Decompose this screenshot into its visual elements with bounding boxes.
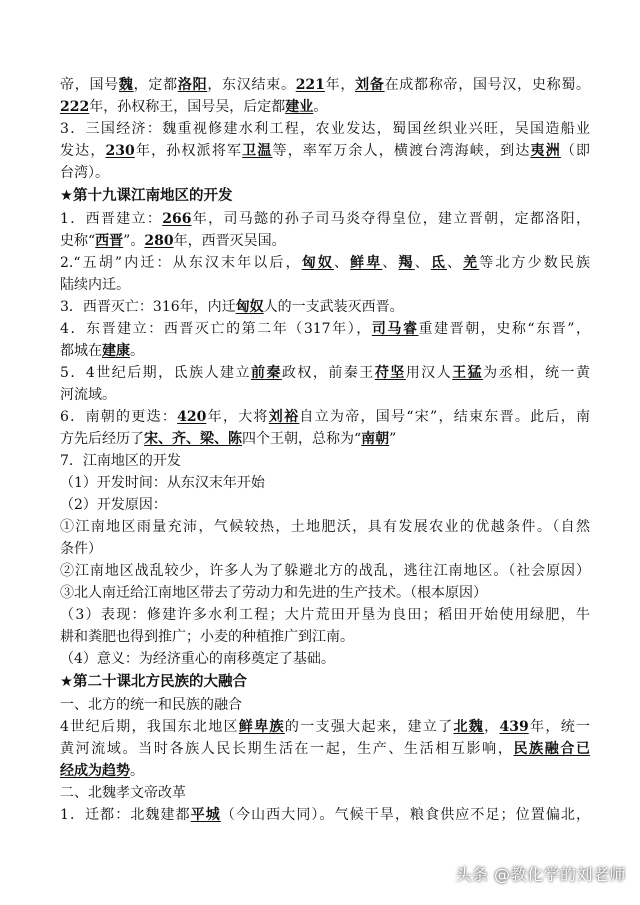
text-line: [60, 428, 590, 450]
lesson-heading: [60, 184, 590, 208]
text-run: 、: [382, 255, 399, 271]
key-term: 王猛: [452, 365, 484, 381]
text-run: （今山西大同）。气候干旱，粮食供应不足；位置偏北，: [220, 807, 590, 823]
text-run: 都城在: [60, 343, 102, 359]
text-run: ★第十九课江南地区的开发: [60, 188, 233, 204]
text-run: ①江南地区雨量充沛，气候较热，土地肥沃，具有发展农业的优越条件。（自然: [60, 519, 590, 535]
key-term: 221: [295, 77, 325, 93]
text-line: [60, 804, 590, 826]
text-run: 、: [333, 255, 351, 271]
text-run: 2.“五胡”内迁：从东汉末年以后，: [60, 255, 302, 271]
key-term: 卫温: [242, 143, 273, 159]
key-term: 刘备: [355, 77, 385, 93]
key-term: 苻坚: [374, 365, 406, 381]
key-term: 建业: [285, 99, 314, 115]
text-run: ”。: [123, 233, 145, 249]
text-run: 年，统一: [528, 719, 590, 735]
text-line: [60, 362, 590, 384]
text-line: [60, 582, 590, 604]
key-term: 平城: [190, 807, 221, 823]
text-run: 4世纪后期，我国东北地区: [60, 719, 239, 735]
text-run: （2）开发原因：: [60, 497, 167, 513]
text-run: 条件）: [60, 541, 102, 557]
key-term: 匈奴: [301, 255, 334, 271]
key-term: 羯: [398, 255, 415, 271]
text-run: 。: [313, 99, 328, 115]
text-line: [60, 230, 590, 252]
text-line: [60, 648, 590, 670]
text-run: ③北人南迁给江南地区带去了劳动力和先进的生产技术。（根本原因）: [60, 585, 487, 601]
key-term: 前秦: [251, 365, 282, 381]
text-run: ，: [484, 719, 500, 735]
text-run: 1．西晋建立：: [60, 211, 163, 227]
text-run: 等，率军万余人，横渡台湾海峡，到达: [272, 143, 531, 159]
text-line: [60, 472, 590, 494]
text-run: 重建晋朝，史称“东晋”，: [418, 321, 590, 337]
key-term: 氐: [430, 255, 447, 271]
text-line: [60, 760, 590, 782]
text-run: 用汉人: [405, 365, 453, 381]
key-term: 西晋: [95, 233, 124, 249]
text-line: [60, 450, 590, 472]
key-term: 230: [105, 143, 135, 159]
text-run: 。: [130, 763, 144, 779]
text-run: 发达，: [60, 143, 106, 159]
text-line: [60, 782, 590, 804]
text-run: 。: [130, 343, 144, 359]
text-line: [60, 626, 590, 648]
text-run: 4．东晋建立：西晋灭亡的第二年（317年），: [60, 321, 372, 337]
key-term: 匈奴: [235, 299, 264, 315]
text-line: [60, 406, 590, 428]
text-run: 人的一支武装灭西晋。: [263, 299, 404, 315]
text-line: [60, 716, 590, 738]
key-term: 鲜卑族: [238, 719, 285, 735]
key-term: 羌: [463, 255, 480, 271]
text-line: [60, 252, 590, 274]
text-run: 年，: [324, 77, 356, 93]
text-run: 在成都称帝，国号汉，史称蜀。: [384, 77, 590, 93]
text-run: 3．西晋灭亡：316年，内迁: [60, 299, 236, 315]
text-run: 一、北方的统一和民族的融合: [60, 697, 242, 713]
text-run: 6．南朝的更迭：: [60, 409, 178, 425]
key-term: 420: [177, 409, 207, 425]
key-term: 222: [60, 99, 90, 115]
text-run: 耕和粪肥也得到推广；小麦的种植推广到江南。: [60, 629, 354, 645]
text-line: [60, 118, 590, 140]
text-run: 河流域。: [60, 387, 116, 403]
lesson-heading: [60, 670, 590, 694]
text-run: 帝，国号: [60, 77, 119, 93]
text-line: [60, 74, 590, 96]
text-run: 陆续内迁。: [60, 277, 130, 293]
key-term: 南朝: [361, 431, 390, 447]
text-run: ，东汉结束。: [207, 77, 296, 93]
text-run: ，定都: [133, 77, 178, 93]
text-run: 5．4世纪后期，氐族人建立: [60, 365, 251, 381]
text-run: 1．迁都：北魏建都: [60, 807, 191, 823]
text-run: （3）表现：修建许多水利工程；大片荒田开垦为良田；稻田开始使用绿肥，牛: [60, 607, 590, 623]
text-run: 方先后经历了: [60, 431, 144, 447]
text-line: [60, 274, 590, 296]
key-term: 439: [499, 719, 529, 735]
text-run: 年，孙权称王，国号吴，后定都: [89, 99, 286, 115]
text-line: [60, 96, 590, 118]
text-line: [60, 538, 590, 560]
text-run: 年，大将: [206, 409, 269, 425]
text-line: [60, 516, 590, 538]
text-line: [60, 340, 590, 362]
text-run: 3．三国经济：魏重视修建水利工程，农业发达，蜀国丝织业兴旺，吴国造船业: [60, 121, 590, 137]
text-run: 、: [446, 255, 464, 271]
text-line: [60, 494, 590, 516]
text-line: [60, 318, 590, 340]
text-line: [60, 208, 590, 230]
text-line: [60, 162, 590, 184]
key-term: 北魏: [453, 719, 485, 735]
text-run: 年，西晋灭吴国。: [173, 233, 286, 249]
text-line: [60, 694, 590, 716]
text-run: 台湾）。: [60, 165, 109, 181]
key-term: 民族融合已: [513, 741, 590, 757]
text-run: 7．江南地区的开发: [60, 453, 181, 469]
text-run: 、: [414, 255, 431, 271]
text-run: 自立为帝，国号“宋”，结束东晋。此后，南: [299, 409, 590, 425]
text-run: ②江南地区战乱较少，许多人为了躲避北方的战乱，逃往江南地区。（社会原因）: [60, 563, 590, 579]
text-run: 为丞相，统一黄: [483, 365, 590, 381]
key-term: 司马睿: [371, 321, 419, 337]
key-term: 宋、齐、梁、陈: [144, 431, 242, 447]
key-term: 经成为趋势: [60, 763, 130, 779]
text-run: ”: [389, 431, 397, 447]
text-run: 的一支强大起来，建立了: [284, 719, 454, 735]
source-watermark: 头条 @教化学的刘老师: [455, 865, 626, 884]
text-run: 等北方少数民族: [479, 255, 590, 271]
text-run: 年，孙权派将军: [134, 143, 243, 159]
key-term: 夷洲: [530, 143, 561, 159]
text-run: ★第二十课北方民族的大融合: [60, 674, 247, 690]
key-term: 建康: [102, 343, 130, 359]
key-term: 266: [162, 211, 192, 227]
key-term: 魏: [118, 77, 134, 93]
text-line: [60, 296, 590, 318]
text-run: 年，司马懿的孙子司马炎夺得皇位，建立晋朝，定都洛阳，: [191, 211, 590, 227]
text-line: [60, 604, 590, 626]
text-line: [60, 560, 590, 582]
text-line: [60, 738, 590, 760]
text-run: （4）意义：为经济重心的南移奠定了基础。: [60, 651, 335, 667]
key-term: 280: [144, 233, 174, 249]
text-run: 政权，前秦王: [281, 365, 375, 381]
text-run: （即: [560, 143, 590, 159]
text-run: （1）开发时间：从东汉末年开始: [60, 475, 265, 491]
key-term: 洛阳: [177, 77, 208, 93]
text-line: [60, 384, 590, 406]
text-line: [60, 140, 590, 162]
text-run: 史称“: [60, 233, 96, 249]
key-term: 鲜卑: [350, 255, 383, 271]
text-run: 二、北魏孝文帝改革: [60, 785, 186, 801]
text-run: 黄河流域。当时各族人民长期生活在一起，生产、生活相互影响，: [60, 741, 514, 757]
document-page: [60, 74, 590, 826]
text-run: 四个王朝，总称为“: [242, 431, 362, 447]
key-term: 刘裕: [268, 409, 300, 425]
